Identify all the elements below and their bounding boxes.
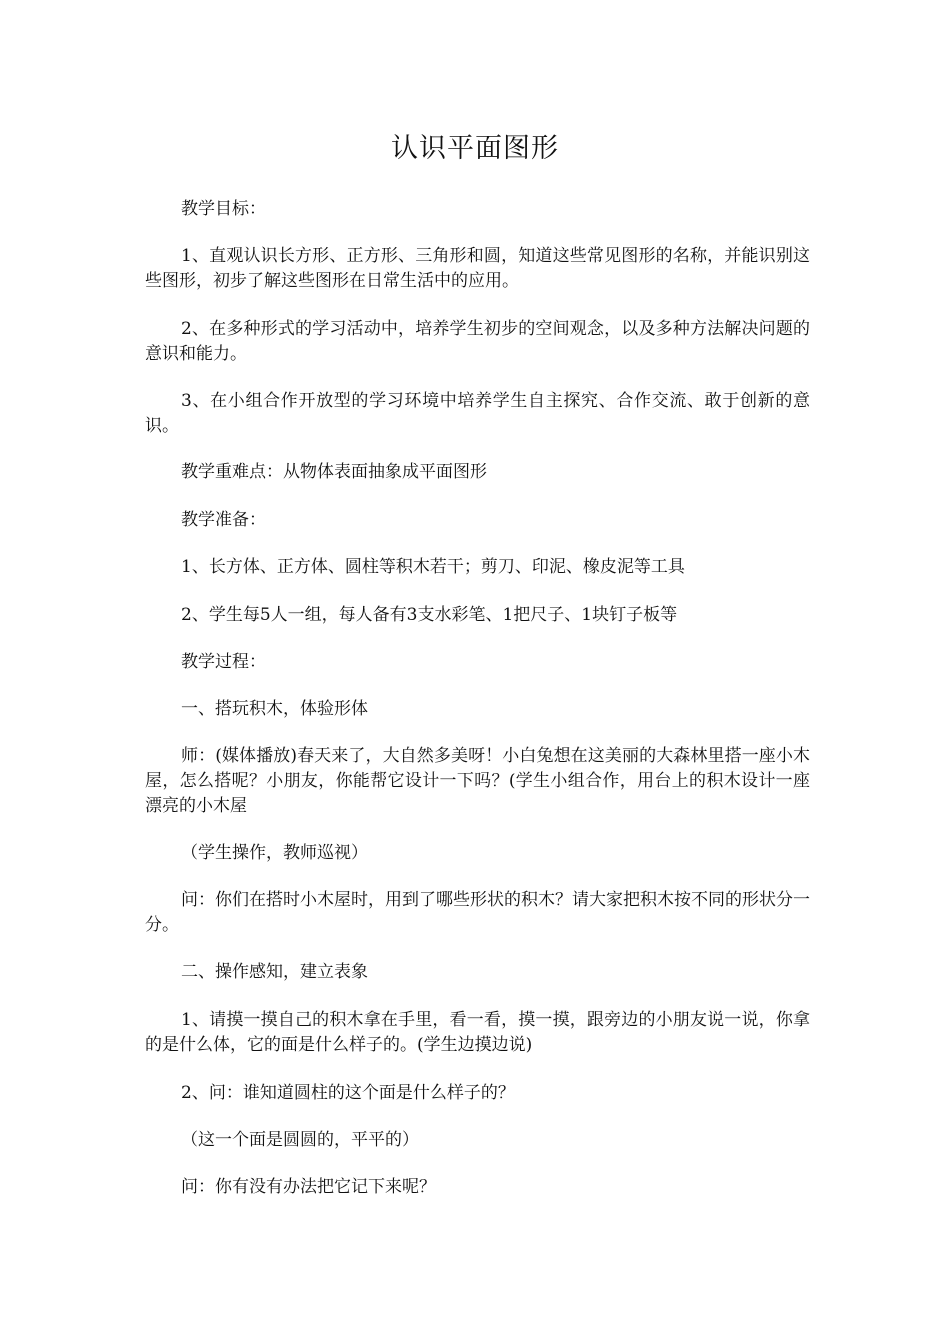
paragraph-preparation-2: 2、学生每5人一组，每人备有3支水彩笔、1把尺子、1块钉子板等 [181,605,678,625]
paragraph-preparation-heading: 教学准备： [181,510,266,530]
paragraph-goal-3: 3、在小组合作开放型的学习环境中培养学生自主探究、合作交流、敢于创新的意识。 [145,391,810,436]
paragraph-goal-1: 1、直观认识长方形、正方形、三角形和圆，知道这些常见图形的名称，并能识别这些图形，初步了解这些图形在日常生活中的应用。 [145,246,810,291]
paragraph-question-record: 问：你有没有办法把它记下来呢？ [181,1177,436,1197]
paragraph-key-difficulty: 教学重难点：从物体表面抽象成平面图形 [181,462,487,482]
paragraph-teacher-intro: 师：(媒体播放)春天来了，大自然多美呀！小白兔想在这美丽的大森林里搭一座小木屋，怎么搭呢？小朋友，你能帮它设计一下吗？(学生小组合作，用台上的积木设计一座漂亮的小木屋 [145,746,810,816]
paragraph-process-heading: 教学过程： [181,652,266,672]
paragraph-question-shapes: 问：你们在搭时小木屋时，用到了哪些形状的积木？请大家把积木按不同的形状分一分。 [145,890,810,935]
paragraph-teaching-goals-heading: 教学目标： [181,199,266,219]
paragraph-touch-blocks: 1、请摸一摸自己的积木拿在手里，看一看，摸一摸，跟旁边的小朋友说一说，你拿的是什么体，它的面是什么样子的。(学生边摸边说) [145,1010,810,1055]
paragraph-answer-round: （这一个面是圆圆的，平平的） [181,1130,419,1150]
document-title: 认识平面图形 [391,133,559,164]
paragraph-preparation-1: 1、长方体、正方体、圆柱等积木若干；剪刀、印泥、橡皮泥等工具 [181,557,685,577]
paragraph-student-operation: （学生操作，教师巡视） [181,843,368,863]
paragraph-question-cylinder: 2、问：谁知道圆柱的这个面是什么样子的？ [181,1083,515,1103]
paragraph-goal-2: 2、在多种形式的学习活动中，培养学生初步的空间观念，以及多种方法解决问题的意识和能力。 [145,319,810,364]
paragraph-section-1: 一、搭玩积木，体验形体 [181,699,368,719]
paragraph-section-2: 二、操作感知，建立表象 [181,962,368,982]
